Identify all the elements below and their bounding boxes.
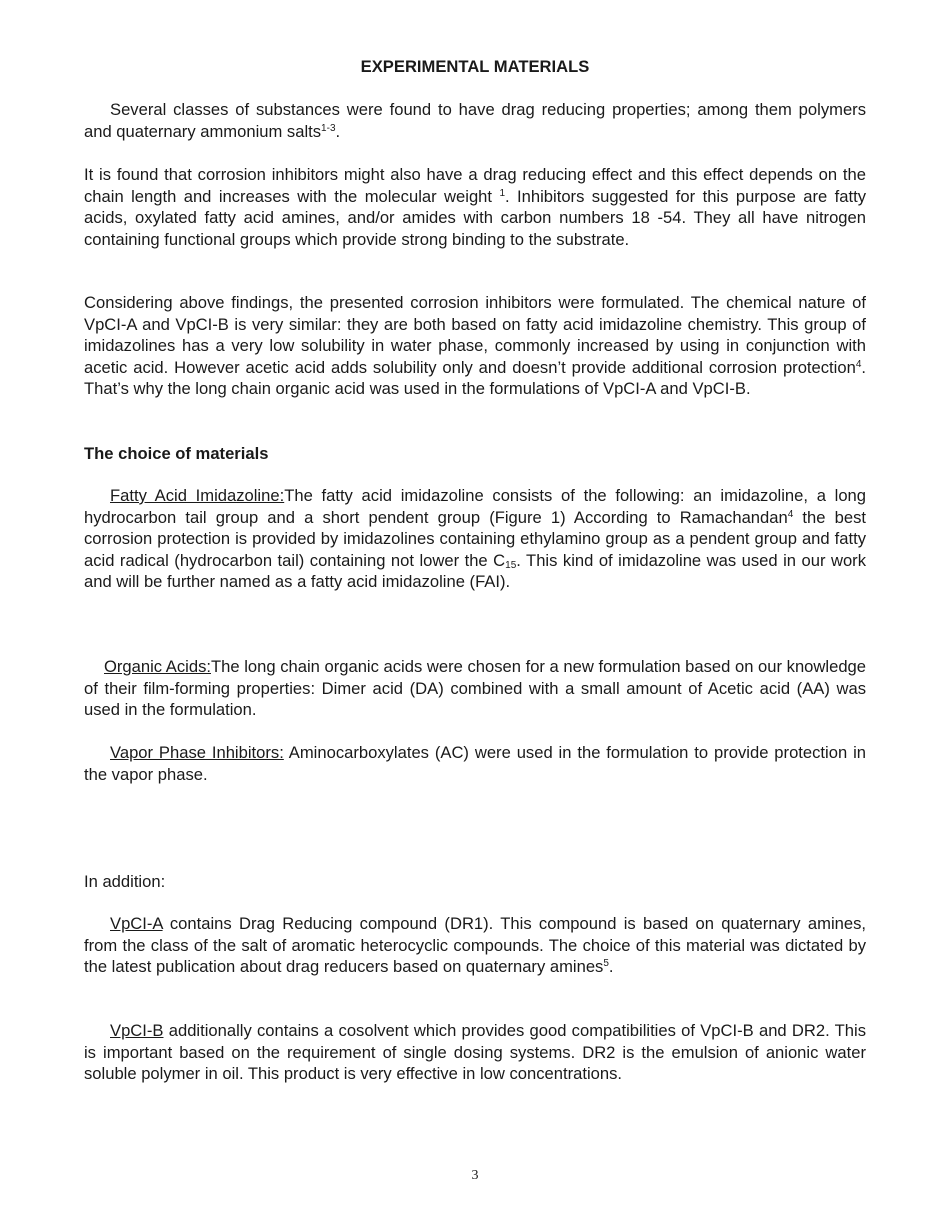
paragraph-corrosion-inhibitors: It is found that corrosion inhibitors might also have a drag reducing effect and this effect depends on the chain length and increases with the molecular weight $^1$. Inhibitors suggested for this purpose are fatty acids, oxylated fatty acid amines, and/or amides with carbon numbers 18 -54. They all have nitrogen containing functional groups which provide strong binding to the substrate. [84,165,866,249]
paragraph-fatty-acid-imidazoline: Fatty Acid Imidazoline:The fatty acid imidazoline consists of the following: an imidazoline, a long hydrocarbon tail group and a short pendent group (Figure 1) According to Ramachandan$^4$ the best corrosion protection is provided by imidazolines containing ethylamino group as a pendent group and fatty acid radical (hydrocarbon tail) containing not lower the $C_{15}$. This kind of imidazoline was used in our work and will be further named as a fatty acid imidazoline (FAI). [84,486,866,591]
term-label: VpCI-A [110,914,163,933]
paragraph-formulation: Considering above findings, the presented corrosion inhibitors were formulated. The chemical nature of VpCI-A and VpCI-B is very similar: they are both based on fatty acid imidazoline chemistry. This group of imidazolines has a very low solubility in water phase, commonly increased by using in conjunction with acetic acid. However acetic acid adds solubility only and doesn’t provide additional corrosion protection$^4$. That’s why the long chain organic acid was used in the formulations of VpCI-A and VpCI-B. [84,293,866,398]
subscript: 15 [505,559,517,571]
subheading: The choice of materials [84,444,269,463]
page-number: 3 [471,1168,479,1183]
section-title: EXPERIMENTAL MATERIALS [360,57,590,76]
paragraph-vpci-a: VpCI-A contains Drag Reducing compound (DR1). This compound is based on quaternary amines, from the class of the salt of aromatic heterocyclic compounds. The choice of this material was dictated by the latest publication about drag reducers based on quaternary amines$^5$. [84,914,866,976]
term-label: VpCI-B [110,1021,164,1040]
citation: 1-3 [321,122,336,134]
citation: 1 [499,187,506,199]
paragraph-vapor-phase: Vapor Phase Inhibitors: Aminocarboxylates (AC) were used in the formulation to provide protection in the vapor phase. [84,743,866,784]
citation: 5 [603,958,609,969]
paragraph-in-addition: In addition: [84,872,166,891]
paragraph-intro: Several classes of substances were found to have drag reducing properties; among them polymers and quaternary ammonium salts$^{1-3}$. [84,100,866,141]
paragraph-organic-acids: Organic Acids:The long chain organic acids were chosen for a new formulation based on our knowledge of their film-forming properties: Dimer acid (DA) combined with a small amount of Acetic acid (AA) was used in the formulation. [84,657,866,719]
term-label: Organic Acids: [104,657,211,676]
term-label: Fatty Acid Imidazoline: [110,486,285,505]
term-label: Vapor Phase Inhibitors: [110,743,284,762]
citation: 4 [855,358,862,370]
citation: 4 [787,508,794,520]
paragraph-vpci-b: VpCI-B additionally contains a cosolvent which provides good compatibilities of VpCI-B and DR2. This is important based on the requirement of single dosing systems. DR2 is the emulsion of anionic water soluble polymer in oil. This product is very effective in low concentrations. [84,1021,866,1083]
